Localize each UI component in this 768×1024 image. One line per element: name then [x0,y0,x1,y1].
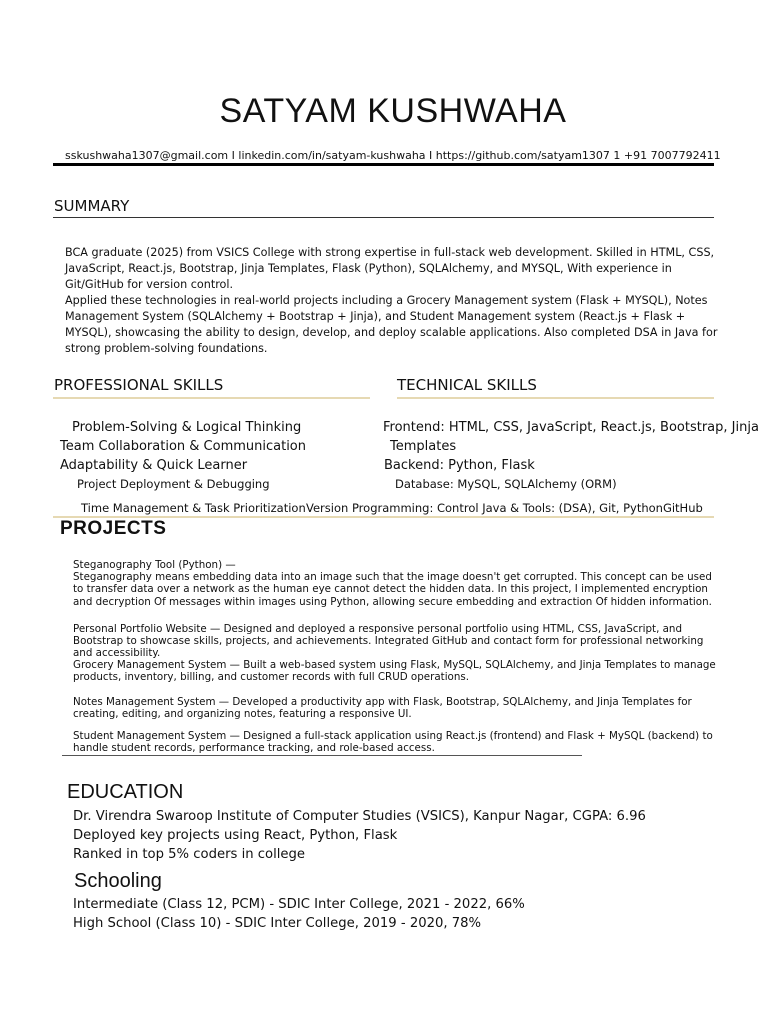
header-divider [53,163,714,166]
professional-skill: Problem-Solving & Logical Thinking [72,420,302,435]
technical-skill: Frontend: HTML, CSS, JavaScript, React.js, Bootstrap, Jinja [383,420,759,435]
schooling-line: Intermediate (Class 12, PCM) - SDIC Inter College, 2021 - 2022, 66% [73,897,525,912]
project-description: Steganography means embedding data into an image such that the image doesn't get corrupted. This concept can be used to transfer data over a network as the human eye cannot detect the hidden data. In this project, I implemented encryption and decryption Of messages within images using Python, allowing secure embedding and extraction Of hidden information. [73,571,712,608]
projects-heading: PROJECTS [60,518,167,538]
project-item: Notes Management System — Developed a productivity app with Flask, Bootstrap, SQLAlchemy, and Jinja Templates for creating, editing, and organizing notes, featuring a responsive UI. [73,696,692,721]
project-item: Personal Portfolio Website — Designed and deployed a responsive personal portfolio using HTML, CSS, JavaScript, and Bootstrap to showcase skills, projects, and achievements. Integrated GitHub and contact form for professional networking and accessibility. [73,623,704,660]
technical-skills-divider [397,397,714,399]
project-item: Student Management System — Designed a full-stack application using React.js (frontend) and Flask + MySQL (backend) to handle student records, performance tracking, and role-based access. [73,730,713,755]
technical-skill: Version Programming: Control Java & Tools: (DSA), Git, PythonGitHub [306,501,703,515]
project-item [73,559,723,608]
summary-paragraph-1: BCA graduate (2025) from VSICS College with strong expertise in full-stack web development. Skilled in HTML, CSS, JavaScript, React.js, Bootstrap, Jinja Templates, Flask (Python), SQLAlchemy, and MYSQL, With experience in Git/GitHub for version control. [65,246,715,291]
project-item: Grocery Management System — Built a web-based system using Flask, MySQL, SQLAlchemy, and Jinja Templates to manage products, inventory, billing, and customer records with full CRUD operations. [73,659,716,684]
technical-skill: Database: MySQL, SQLAlchemy (ORM) [395,477,617,491]
professional-skill: Team Collaboration & Communication [60,439,306,454]
project-title: Steganography Tool (Python) — [73,559,236,571]
technical-skill: Templates [390,439,457,454]
technical-skill: Backend: Python, Flask [384,458,535,473]
professional-skills-heading: PROFESSIONAL SKILLS [54,376,224,394]
technical-skills-heading: TECHNICAL SKILLS [397,376,537,394]
professional-skill: Time Management & Task Prioritization [81,501,306,515]
projects-divider [62,755,582,756]
summary-divider [53,217,714,218]
education-line: Dr. Virendra Swaroop Institute of Computer Studies (VSICS), Kanpur Nagar, CGPA: 6.96 [73,809,646,824]
professional-skills-divider [53,397,370,399]
education-line: Ranked in top 5% coders in college [73,847,306,862]
schooling-line: High School (Class 10) - SDIC Inter College, 2019 - 2020, 78% [73,916,482,931]
education-line: Deployed key projects using React, Python, Flask [73,828,398,843]
professional-skill: Project Deployment & Debugging [77,477,270,491]
contact-line: sskushwaha1307@gmail.com I linkedin.com/in/satyam-kushwaha I https://github.com/satyam1307 1 +91 7007792411 [65,149,721,162]
candidate-name: SATYAM KUSHWAHA [219,92,567,130]
schooling-heading: Schooling [74,870,162,892]
education-heading: EDUCATION [67,781,184,803]
summary-paragraph-2: Applied these technologies in real-world projects including a Grocery Management system (Flask + MYSQL), Notes Management System (SQLAlchemy + Bootstrap + Jinja), and Student Management system (React.js + Flask + MYSQL), showcasing the ability to design, develop, and deploy scalable applications. Also completed DSA in Java for strong problem-solving foundations. [65,294,718,355]
professional-skill: Adaptability & Quick Learner [60,458,248,473]
summary-heading: SUMMARY [54,197,130,215]
